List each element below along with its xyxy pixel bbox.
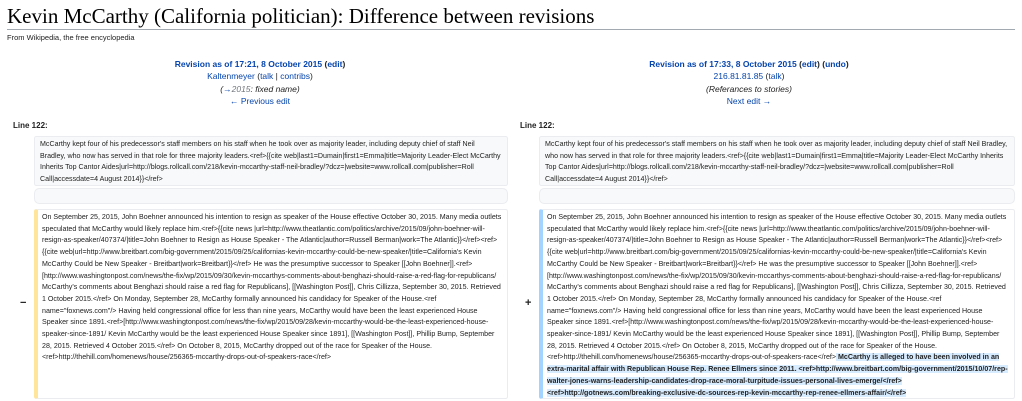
right-line-number: Line 122: bbox=[520, 121, 555, 130]
separator: | bbox=[275, 71, 278, 82]
summary-section: 2015 bbox=[231, 83, 251, 94]
old-revision-user-link[interactable]: Kaltenmeyer bbox=[207, 71, 255, 82]
paren-open: ( bbox=[257, 71, 261, 82]
inserted-text-highlight: McCarthy is alleged to have been involved in an extra-marital affair with Republican House Rep. Renee Ellmers since 2011. <ref>http://www.breitbart.com/big-government/2015/10/07/rep-walter-jones-warns-leadership-candidates-drop-race-moral-turpitude-issues-personal-lives-emerge/</ref><ref>http://gotnews.com/breaking-exclusive-dc-sources-rep-kevin-mccarthy-rep-renee-ellmers-affair/</ref> bbox=[547, 353, 1008, 397]
removed-line-marker: − bbox=[20, 297, 27, 309]
new-revision-header bbox=[629, 58, 869, 107]
old-revision-header bbox=[140, 58, 380, 107]
added-line-text: On September 25, 2015, John Boehner announced his intention to resign as speaker of the House effective October 30, 2015. Many media outlets speculated that McCarthy would likely replace him.<ref>{{cite news |url=http://www.theatlantic.com/politics/archive/2015/09/john-boehner-will-resign-as-speaker/407374/|title=John Boehner to Resign as House Speaker - The Atlantic|author=Russell Berman|work=The Atlantic}}</ref><ref>{{cite web|url=http://www.breitbart.com/big-government/2015/09/25/californias-kevin-mccarthy-could-be-new-speaker/|title=California's Kevin McCarthy Could be New Speaker - Breitbart|work=Breitbart}}</ref> He was the presumptive successor to Speaker [[John Boehner]].<ref>[http://www.washingtonpost.com/news/the-fix/wp/2015/09/30/kevin-mccarthys-comments-about-benghazi-should-raise-a-red-flag-for-republicans/ McCarthy's comments about Benghazi should raise a red flag for Republicans], [[Washington Post]], Chris Cillizza, September 30, 2015. Retrieved 1 October 2015.</ref> On Monday, September 28, McCarthy formally announced his candidacy for Speaker of the House.<ref name="foxnews.com"/> Having held congressional office for less than nine years, McCarthy would have been the least experienced House Speaker since 1891.<ref>[http://www.washingtonpost.com/news/the-fix/wp/2015/09/28/kevin-mccarthy-would-be-the-least-experienced-house-speaker-since-1891/ Kevin McCarthy would be the least experienced House Speaker since 1891], [[Washington Post]], Phillip Bump, September 28, 2015. Retrieved 4 October 2015.</ref> On October 8, 2015, McCarthy dropped out of the race for Speaker of the House. <ref>http://thehill.com/homenews/house/256365-mccarthy-drops-out-of-speakers-race</ref> bbox=[547, 213, 1007, 362]
paren-close: ) bbox=[310, 71, 313, 82]
new-revision-link[interactable]: Revision as of 17:33, 8 October 2015 bbox=[649, 59, 797, 69]
paren-close: ) bbox=[342, 59, 346, 69]
old-revision-talk-link[interactable]: talk bbox=[260, 71, 274, 82]
added-line-marker: + bbox=[525, 297, 532, 309]
paren-open: ( bbox=[324, 59, 328, 69]
paren-close: ) bbox=[845, 59, 849, 69]
summary-arrow-link[interactable]: → bbox=[223, 83, 232, 94]
summary-text: : fixed name bbox=[250, 83, 297, 94]
new-revision-edit-link[interactable]: edit bbox=[801, 59, 818, 69]
left-blank-context-cell bbox=[34, 188, 508, 204]
paren-close: ) bbox=[817, 59, 820, 69]
paren-close: ) bbox=[781, 71, 785, 82]
old-revision-contribs-link[interactable]: contribs bbox=[280, 71, 311, 82]
right-context-cell: McCarthy kept four of his predecessor's staff members on his staff when he took over as majority leader, including deputy chief of staff Neil Bradley, who now has served in that role for three majority leaders.<ref>{{cite web|last1=Dumain|first1=Emma|title=Majority Leader-Elect McCarthy Inherits Top Cantor Aides|url=http://blogs.rollcall.com/218/kevin-mccarthy-staff-neil-bradley/?dcz=|website=www.rollcall.com|publisher=Roll Call|accessdate=4 August 2014}}</ref> bbox=[539, 136, 1015, 186]
new-revision-undo-link[interactable]: undo bbox=[825, 59, 846, 69]
old-revision-link[interactable]: Revision as of 17:21, 8 October 2015 bbox=[174, 59, 323, 69]
title-divider bbox=[7, 29, 1015, 30]
removed-line-cell bbox=[34, 209, 508, 399]
paren-open: ( bbox=[822, 59, 826, 69]
left-line-number: Line 122: bbox=[13, 121, 48, 130]
new-revision-summary: (Referances to stories) bbox=[706, 83, 792, 94]
old-revision-summary: (→2015: fixed name) bbox=[220, 83, 300, 94]
next-edit-link[interactable]: Next edit → bbox=[726, 95, 772, 106]
page-title: Kevin McCarthy (California politician): Difference between revisions bbox=[7, 4, 595, 28]
new-revision-talk-link[interactable]: talk bbox=[768, 71, 782, 82]
old-revision-edit-link[interactable]: edit bbox=[327, 59, 343, 69]
paren-open: ( bbox=[799, 59, 802, 69]
tagline: From Wikipedia, the free encyclopedia bbox=[7, 33, 135, 42]
paren-open: ( bbox=[765, 71, 769, 82]
left-context-cell: McCarthy kept four of his predecessor's staff members on his staff when he took over as majority leader, including deputy chief of staff Neil Bradley, who now has served in that role for three majority leaders.<ref>{{cite web|last1=Dumain|first1=Emma|title=Majority Leader-Elect McCarthy Inherits Top Cantor Aides|url=http://blogs.rollcall.com/218/kevin-mccarthy-staff-neil-bradley/?dcz=|website=www.rollcall.com|publisher=Roll Call|accessdate=4 August 2014}}</ref> bbox=[34, 136, 508, 186]
previous-edit-link[interactable]: ← Previous edit bbox=[230, 95, 290, 106]
removed-line-text: On September 25, 2015, John Boehner announced his intention to resign as speaker of the House effective October 30, 2015. Many media outlets speculated that McCarthy would likely replace him.<ref>{{cite news |url=http://www.theatlantic.com/politics/archive/2015/09/john-boehner-will-resign-as-speaker/407374/|title=John Boehner to Resign as House Speaker - The Atlantic|author=Russell Berman|work=The Atlantic}}</ref><ref>{{cite web|url=http://www.breitbart.com/big-government/2015/09/25/californias-kevin-mccarthy-could-be-new-speaker/|title=California's Kevin McCarthy Could be New Speaker - Breitbart|work=Breitbart}}</ref> He was the presumptive successor to Speaker [[John Boehner]].<ref>[http://www.washingtonpost.com/news/the-fix/wp/2015/09/30/kevin-mccarthys-comments-about-benghazi-should-raise-a-red-flag-for-republicans/ McCarthy's comments about Benghazi should raise a red flag for Republicans], [[Washington Post]], Chris Cillizza, September 30, 2015. Retrieved 1 October 2015.</ref> On Monday, September 28, McCarthy formally announced his candidacy for Speaker of the House.<ref name="foxnews.com"/> Having held congressional office for less than nine years, McCarthy would have been the least experienced House Speaker since 1891.<ref>[http://www.washingtonpost.com/news/the-fix/wp/2015/09/28/kevin-mccarthy-would-be-the-least-experienced-house-speaker-since-1891/ Kevin McCarthy would be the least experienced House Speaker since 1891], [[Washington Post]], Phillip Bump, September 28, 2015. Retrieved 4 October 2015.</ref> On October 8, 2015, McCarthy dropped out of the race for Speaker of the House. <ref>http://thehill.com/homenews/house/256365-mccarthy-drops-out-of-speakers-race</ref> bbox=[42, 213, 502, 362]
added-line-cell bbox=[539, 209, 1015, 399]
right-blank-context-cell bbox=[539, 188, 1015, 204]
new-revision-user-link[interactable]: 216.81.81.85 bbox=[713, 71, 764, 82]
